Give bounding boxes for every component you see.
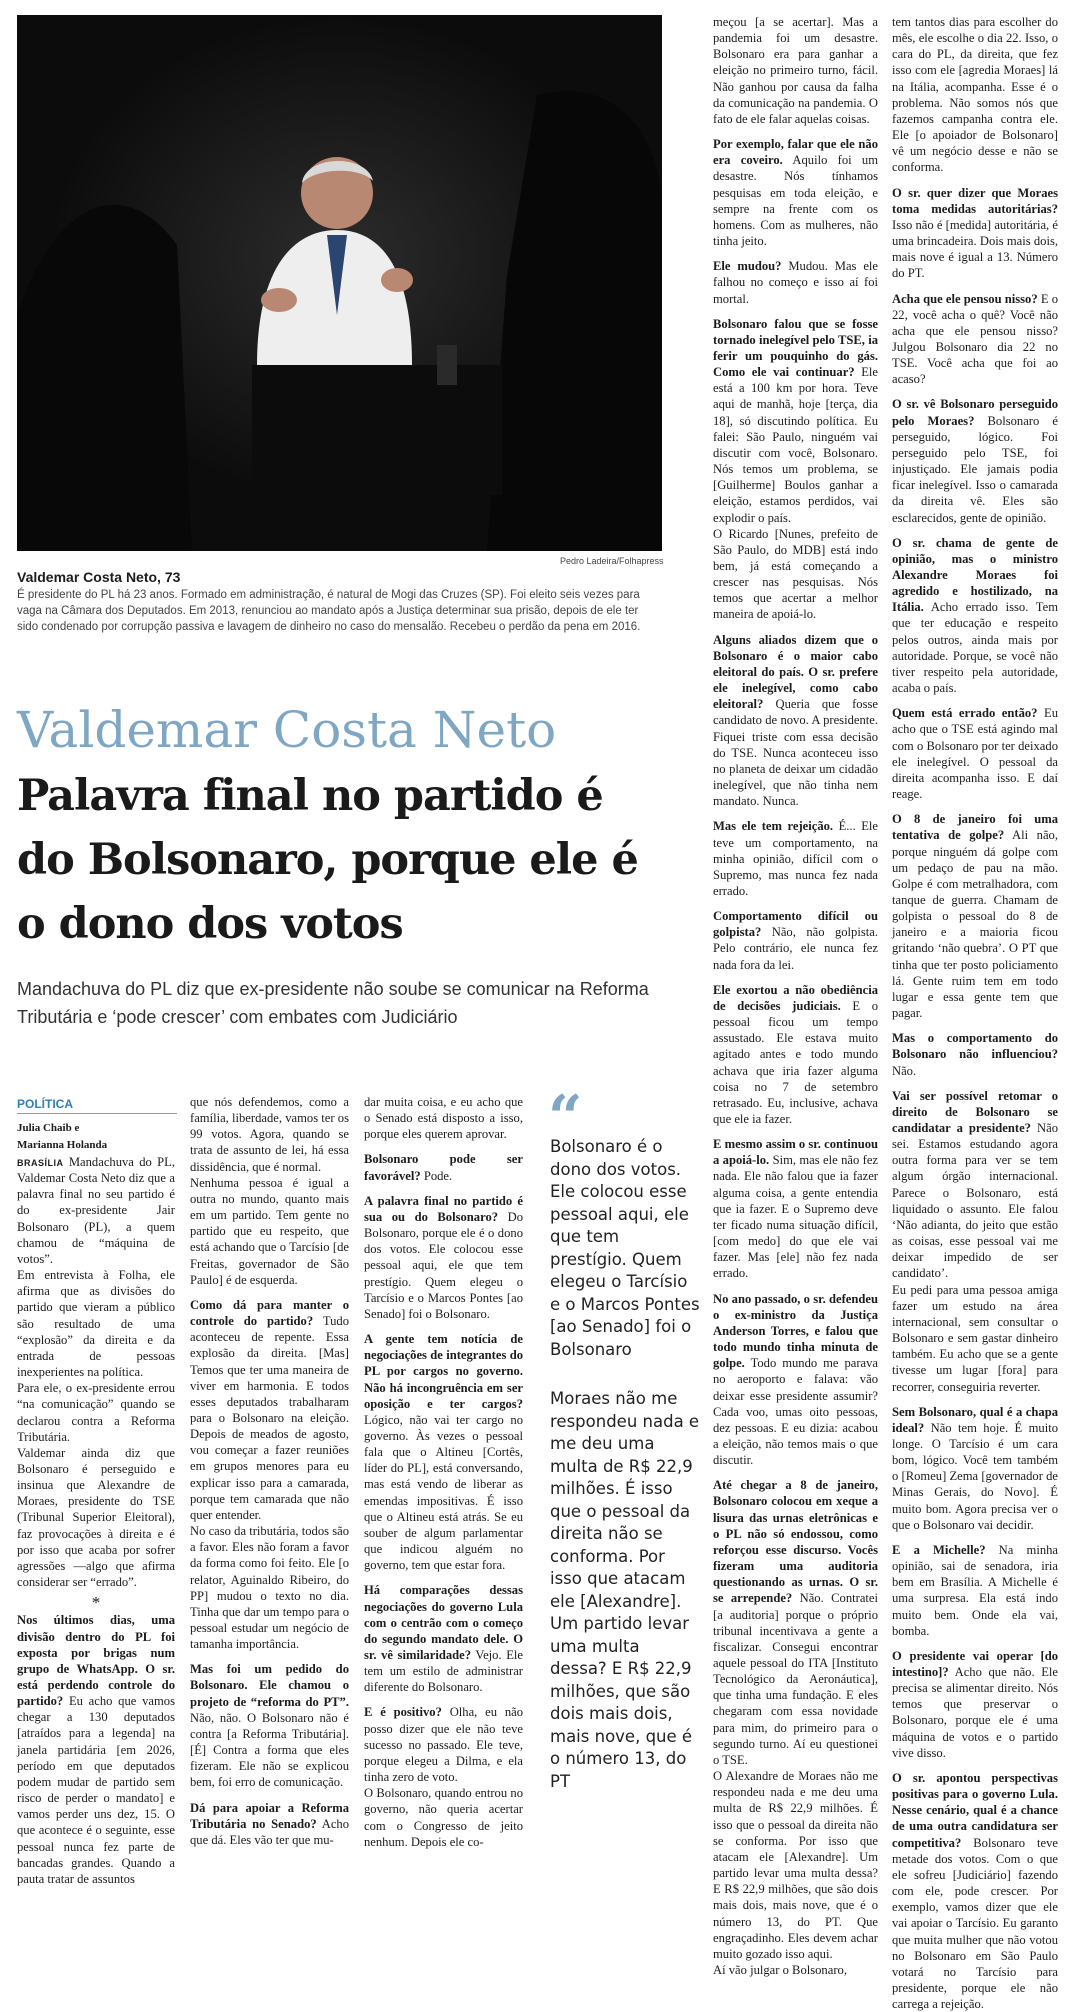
answer: Acho que não. Ele precisa se alimentar direito. Nós temos que preservar o Bolsonaro, porque ele é uma máquina de votos e o partido vive disso. (892, 1665, 1058, 1760)
answer: Bolsonaro é perseguido, lógico. Foi perseguido pelo TSE, foi injustiçado. Ele jamais podia ficar inelegível. Isso o camarada da direita vê. Eles são esclarecidos, gente de opinião. (892, 413, 1058, 525)
article-column-2 (190, 1094, 349, 1847)
question: Mas o comportamento do Bolsonaro não influenciou? (892, 1031, 1058, 1062)
answer: Ele está a 100 km por hora. Teve aqui de manhã, hoje [terça, dia 18], só discutindo política. Eu falei: São Paulo, ninguém vai discutir com você, Bolsonaro. Nós temos um problema, se [Guilherme] Boulos ganhar a eleição, estamos perdidos, vai explodir o país. (713, 365, 878, 525)
article-column-3 (364, 1094, 524, 1849)
question: Comportamento difícil ou golpista? (713, 909, 878, 940)
answer: Não, não golpista. Pelo contrário, ele nunca fez nada fora da lei. (713, 925, 878, 972)
answer: Lógico, não vai ter cargo no governo. Às vezes o pessoal fala que o Altineu [Cortês, líder do PL], está conversando, mas está vendo de liberar as emendas impositivas. É isso que o Altineu está atrás. Se eu souber de algum parlamentar que indicou alguém no governo, tem que estar fora. (364, 1412, 523, 1573)
pull-quote: Bolsonaro é o dono dos votos. Ele colocou esse pessoal aqui, ele que tem prestígio. Quem elegeu o Tarcísio e o Marcos Pontes [ao Senado] foi o Bolsonaro (550, 1137, 700, 1359)
question: Ele exortou a não obediência de decisões judiciais. (713, 982, 878, 1013)
kicker: Valdemar Costa Neto (17, 701, 557, 759)
answer: Eu acho que vamos chegar a 130 deputados [atraídos para a legenda] na janela partidária [em 2026, período em que deputados podem mudar de partido sem risco de perder o mandato] e vamos perder uns dez, 15. O que acontece é o seguinte, esse pessoal nunca fez parte de bancadas grandes. Quando a pauta tratar de assuntos (17, 1694, 175, 1886)
caption-text: É presidente do PL há 23 anos. Formado em administração, é natural de Mogi das Cruzes (SP). Foi eleito seis vezes para vaga na Câmara dos Deputados. Em 2013, renunciou ao mandato após a Justiça determinar sua prisão, depois de ele ter sido condenado por corrupção passiva e lavagem de dinheiro no caso do mensalão. Recebeu o perdão da pena em 2016. (17, 589, 641, 633)
answer: Pode. (423, 1168, 453, 1183)
answer: Tudo aconteceu de repente. Essa explosão da direita. [Mas] Temos que ter uma maneira de viver em harmonia. E todos esses deputados trabalharam para o Bolsonaro na eleição. Depois de meados de agosto, vou começar a fazer reuniões em grupos menores para eu explicar isso para a camarada, porque tem camarada que não quer entender. (190, 1314, 349, 1522)
question: Por exemplo, falar que ele não era coveiro. (713, 137, 878, 168)
question: O sr. vê Bolsonaro perseguido pelo Moraes? (892, 397, 1058, 428)
paragraph: Nenhuma pessoa é igual a outra no mundo, quanto mais em um partido. Tem gente no partido que eu respeito, que está achando que o Tarcísio [de Freitas, governador de São Paulo] é de esquerda. (190, 1175, 349, 1287)
paragraph: O Ricardo [Nunes, prefeito de São Paulo, do MDB] está indo bem, já está começando a crescer nas pesquisas. Nós temos que acertar a melhor maneira de apoiá-lo. (713, 526, 878, 622)
answer: E o 22, você acha o quê? Você não acha que ele pensou nisso? Julgou Bolsonaro dia 22 no TSE. Você acha que foi ao acaso? (892, 291, 1058, 387)
qa-block (892, 1770, 1058, 2012)
article-column-4 (713, 14, 879, 1977)
answer: Não. (892, 1063, 917, 1078)
divider (17, 1113, 177, 1114)
answer: E o pessoal ficou um tempo assustado. Ele estava muito agitado antes e todo mundo achava que iria fazer alguma coisa no 7 de setembro retrasado. Eu, inclusive, achava que ele ia fazer. (713, 998, 878, 1126)
answer: Não, não. O Bolsonaro não é contra [a Reforma Tributária]. [É] Contra a forma que eles fizeram. Ele não se explicou bem, foi erro de comunicação. (190, 1710, 349, 1790)
qa-block (364, 1704, 523, 1785)
question: Sem Bolsonaro, qual é a chapa ideal? (892, 1404, 1058, 1435)
section-break: * (91, 1593, 101, 1613)
question: A gente tem notícia de negociações de integrantes do PL por cargos no governo. Não há incongruência em ser oposição e ter cargos? (364, 1332, 523, 1411)
question: O sr. quer dizer que Moraes toma medidas autoritárias? (892, 185, 1058, 216)
question: Há comparações dessas negociações do governo Lula com o centrão com o começo do segundo mandato dele. O sr. vê similaridade? (364, 1583, 523, 1662)
qa-block (713, 258, 878, 306)
qa-block (713, 1477, 878, 1768)
article-column-1 (17, 1154, 175, 1886)
answer: Todo mundo me parava no aeroporto e falava: vão deixar esse presidente assumir? Cada voo, umas oito pessoas, dez pessoas. E eu dizia: acabou a eleição, não temos mais o que discutir. (713, 1356, 879, 1468)
answer: Bolsonaro teve metade dos votos. Com o que ele sofreu [Judiciário] fazendo com ele, pode crescer. Por exemplo, vamos dizer que ele vai apoiar o Tarcísio. Eu garanto que muita mulher que não votou no Bolsonaro em São Paulo votará no Tarcísio para presidente, porque ele não carrega a rejeição. (892, 1835, 1058, 2012)
question: Ele mudou? (713, 259, 782, 274)
qa-block (892, 705, 1058, 802)
answer: Sim, mas ele não fez nada. Ele não falou que ia fazer alguma coisa, a gente entendia que ia fazer. E o Supremo deve ter ficado numa situação difícil, [com medo] do que ele vai fazer. Mas [ele] não fez nada errado. (713, 1153, 878, 1281)
caption-title: Valdemar Costa Neto, 73 (17, 569, 181, 585)
answer: Vejo. Ele tem um estilo de administrar diferente do Bolsonaro. (364, 1648, 523, 1695)
deck: Mandachuva do PL diz que ex-presidente não soube se comunicar na Reforma Tributária e ‘pode crescer’ com embates com Judiciário (17, 979, 649, 1027)
answer: Aquilo foi um desastre. Nós tínhamos pesquisas em toda eleição, e sempre na frente com os homens. Com as mulheres, não tinha jeito. (713, 153, 878, 249)
question: Alguns aliados dizem que o Bolsonaro é o maior cabo eleitoral do país. O sr. prefere ele inelegível, como cabo eleitoral? (713, 632, 878, 712)
qa-block (713, 818, 878, 899)
qa-block (892, 1030, 1058, 1078)
byline (17, 1120, 177, 1154)
qa-block (892, 396, 1058, 525)
answer: Olha, eu não posso dizer que ele não teve sucesso no passado. Ele teve, porque elegeu a Dilma, e ela tinha zero de voto. (364, 1705, 524, 1785)
question: E é positivo? (364, 1705, 442, 1720)
qa-block (892, 291, 1058, 388)
paragraph: Para ele, o ex-presidente errou “na comunicação” quando se declarou contra a Reforma Tributária. (17, 1381, 175, 1444)
question: O sr. apontou perspectivas positivas para o governo Lula. Nesse cenário, qual é a chance de uma outra candidatura ser competitiva? (892, 1770, 1058, 1850)
dateline: BRASÍLIA (17, 1158, 64, 1168)
paragraph: que nós defendemos, como a família, liberdade, vamos ter os 99 votos. Agora, quando se trata de assunto de lei, há essa dissidência, que é normal. (190, 1095, 349, 1174)
qa-block (364, 1582, 523, 1695)
qa-block (364, 1151, 523, 1183)
qa-block (892, 1088, 1058, 1282)
question: Dá para apoiar a Reforma Tributária no Senado? (190, 1800, 349, 1831)
answer: Acho errado isso. Tem que ter educação e respeito pelos outros, ainda mais por autoridade. Porque, se você não tiver respeito pela autoridade, acaba o país. (892, 600, 1058, 696)
answer: Ali não, porque ninguém dá golpe com um pedaço de pau na mão. Golpe é com metralhadora, com tanque de guerra. Chamam de golpista o pessoal do 8 de janeiro e a maioria ficou gritando ‘não quebra’. O PT que tinha que ter posto policiamento lá. Gente ruim tem em todo lugar e essa gente tem que pagar. (892, 828, 1058, 1021)
photo-illustration (17, 15, 662, 551)
question: Acha que ele pensou nisso? (892, 291, 1038, 306)
qa-block (713, 632, 878, 810)
answer: Acho que dá. Eles vão ter que mu- (190, 1816, 349, 1847)
question: O 8 de janeiro foi uma tentativa de golpe? (892, 812, 1058, 843)
paragraph: meçou [a se acertar]. Mas a pandemia foi um desastre. Bolsonaro era para ganhar a eleição no primeiro turno, fácil. Não ganhou por causa da falha da comunicação na pandemia. O fato de ele falar aquelas coisas. (713, 15, 878, 126)
qa-block (713, 1291, 878, 1469)
qa-block (713, 136, 878, 249)
paragraph: BRASÍLIA Mandachuva do PL, Valdemar Costa Neto diz que a palavra final no seu partido é do ex-presidente Jair Bolsonaro (PL), a quem chamou de “máquina de votos”. (17, 1155, 175, 1266)
paragraph: tem tantos dias para escolher do mês, ele escolhe o dia 22. Isso, o cara do PL, da direita, que fez isso com ele [agredia Moraes] lá na Itália, acompanha. Esse é o problema. Não somos nós que fazemos campanha contra ele. Ele [o apoiador de Bolsonaro] vê um negócio desse e não se conforma. (892, 15, 1058, 175)
question: Bolsonaro pode ser favorável? (364, 1152, 523, 1183)
answer: Eu acho que o TSE está agindo mal com o Bolsonaro por ter deixado ele inelegível. O pessoal da direita acompanha isso. E daí reage. (892, 706, 1058, 802)
article-photo (17, 15, 662, 551)
answer: Isso não é [medida] autoritária, é uma brincadeira. Dois mais dois, mais nove é igual a 13. Número do PT. (892, 217, 1058, 281)
qa-block (892, 1542, 1058, 1639)
photo-credit: Pedro Ladeira/Folhapress (560, 556, 664, 566)
question: Bolsonaro falou que se fosse tornado inelegível pelo TSE, ia ferir um pouquinho do gás. Como ele vai continuar? (713, 316, 878, 380)
paragraph: dar muita coisa, e eu acho que o Senado está disposto a isso, porque eles querem aprovar. (364, 1095, 523, 1142)
qa-block (713, 1136, 878, 1281)
qa-block (17, 1612, 175, 1887)
author-line: Julia Chaib e (17, 1122, 80, 1134)
question: Mas foi um pedido do Bolsonaro. Ele chamou o projeto de “reforma do PT”. (190, 1662, 349, 1709)
paragraph: Eu pedi para uma pessoa amiga fazer um estudo na área internacional, sem consultar o Bolsonaro e sem gastar dinheiro também. Eu acho que se a gente tivesse um lugar [fora] para recorrer, conseguiria reverter. (892, 1282, 1058, 1394)
qa-block (892, 185, 1058, 282)
qa-block (892, 1648, 1058, 1761)
section-label: POLÍTICA (17, 1097, 73, 1111)
qa-block (892, 1404, 1058, 1533)
answer: Na minha opinião, sai de senadora, iria bem em Brasília. A Michelle é uma surpresa. Ela está indo muito bem. Onde ela vai, bomba. (892, 1542, 1059, 1638)
qa-block (892, 811, 1058, 1021)
question: No ano passado, o sr. defendeu o ex-ministro da Justiça Anderson Torres, e falou que todo mundo tinha minuta de golpe. (713, 1291, 878, 1371)
author-line: Marianna Holanda (17, 1139, 108, 1151)
headline: Palavra final no partido é do Bolsonaro, porque ele é o dono dos votos (17, 771, 638, 949)
paragraph: Aí vão julgar o Bolsonaro, (713, 1962, 847, 1977)
question: O presidente vai operar [do intestino]? (892, 1648, 1058, 1679)
question: Vai ser possível retomar o direito de Bolsonaro se candidatar a presidente? (892, 1088, 1058, 1135)
question: O sr. chama de gente de opinião, mas o ministro Alexandre Moraes foi agredido e hostilizado, na Itália. (892, 535, 1058, 615)
paragraph: No caso da tributária, todos são a favor. Eles não foram a favor da forma como foi feito. Ele [o relator, Aguinaldo Ribeiro, do PP] mudou o texto no dia. Tinha que dar um tempo para o pessoal estudar um negócio de tamanha importância. (190, 1524, 349, 1652)
answer: Não tem hoje. É muito longe. O Tarcísio é um cara bom, lógico. Você tem também o [Romeu] Zema [governador de Minas Gerais, do Novo]. É muito bom. Agora precisa ver o que o Bolsonaro vai decidir. (892, 1420, 1058, 1532)
qa-block (364, 1331, 523, 1573)
question: Mas ele tem rejeição. (713, 819, 834, 834)
paragraph: O Bolsonaro, quando entrou no governo, não queria acertar com o Congresso de jeito nenhum. Depois ele co- (364, 1786, 523, 1849)
question: Como dá para manter o controle do partido? (190, 1297, 349, 1329)
qa-block (713, 982, 878, 1127)
paragraph: Em entrevista à Folha, ele afirma que as divisões do partido que vieram a público são resultado de uma “explosão” da direita e da entrada de pessoas inexperientes na política. (17, 1268, 175, 1380)
qa-block (713, 316, 878, 526)
answer: Do Bolsonaro, porque ele é o dono dos votos. Ele colocou esse pessoal aqui, ele que tem prestígio. Quem elegeu o Tarcísio e o Marcos Pontes [ao Senado] foi o Bolsonaro. (364, 1209, 523, 1321)
qa-block (713, 908, 878, 973)
paragraph: Valdemar ainda diz que Bolsonaro é perseguido e insinua que Alexandre de Moraes, presidente do TSE (Tribunal Superior Eleitoral), faz provocações à direita e é por isso que acaba por sofrer agressões —algo que afirma considerar ser “errado”. (17, 1445, 175, 1590)
answer: Mudou. Mas ele falhou no começo e isso aí foi mortal. (713, 259, 878, 306)
answer: Não sei. Estamos estudando agora outra forma para ver se tem algum órgão internacional. Parece o Bolsonaro, está liquidado o assunto. Ele falou ‘Não adianta, do jeito que estão as coisas, esse pessoal vai me deixar impedido de ser candidato’. (892, 1121, 1058, 1281)
answer: Não. Contratei [a auditoria] porque o próprio tribunal incentivava a gente a fiscalizar. Consegui encontrar aquele pessoal do ITA [Instituto Tecnológico da Aeronáutica], que tinha uma fundação. E eles chegaram com essa novidade para mim, do primeiro para o segundo turno. Aí eu questionei o TSE. (713, 1591, 878, 1767)
question: E mesmo assim o sr. continuou a apoiá-lo. (713, 1137, 878, 1168)
paragraph: O Alexandre de Moraes não me respondeu nada e me deu uma multa de R$ 22,9 milhões. É isso que o pessoal da direita não se conforma. Por isso que atacam ele [Alexandre]. Um partido levar uma multa dessa? E R$ 22,9 milhões, que são dois mais dois, mais nove, que é o número 13, do PT. Que engraçadinho. Eles devem achar muito gozado isso aqui. (713, 1769, 878, 1961)
quote-mark-icon: “ (548, 1083, 583, 1153)
pull-quote: Moraes não me respondeu nada e me deu uma multa de R$ 22,9 milhões. É isso que o pessoal da direita não se conforma. Por isso que atacam ele [Alexandre]. Um partido levar uma multa dessa? E R$ 22,9 milhões, que são dois mais dois, mais nove, que é o número 13, do PT (550, 1389, 700, 1791)
article-column-5 (892, 14, 1059, 2012)
question: Quem está errado então? (892, 706, 1038, 721)
question: Nos últimos dias, uma divisão dentro do PL foi exposta por brigas num grupo de WhatsApp. O sr. está perdendo controle do partido? (17, 1613, 175, 1709)
qa-block (190, 1661, 349, 1790)
answer: É... Ele teve um comportamento, na minha opinião, difícil com o Supremo, mas nunca fez nada errado. (713, 819, 878, 898)
question: E a Michelle? (892, 1542, 986, 1557)
question: A palavra final no partido é sua ou do Bolsonaro? (364, 1193, 523, 1224)
qa-block (190, 1297, 349, 1523)
qa-block (892, 535, 1058, 697)
qa-block (364, 1193, 523, 1322)
answer: Queria que fosse candidato de novo. A presidente. Fiquei triste com essa decisão do TSE. Nunca aconteceu isso no planeta de deixar um cidadão inelegível, que não tinha nem mandato. Nunca. (713, 697, 878, 809)
question: Até chegar a 8 de janeiro, Bolsonaro colocou em xeque a lisura das urnas eletrônicas e o PL não só endossou, como reforçou esse discurso. Vocês fizeram uma auditoria questionando as urnas. O sr. se arrepende? (713, 1478, 878, 1606)
qa-block (190, 1800, 349, 1848)
